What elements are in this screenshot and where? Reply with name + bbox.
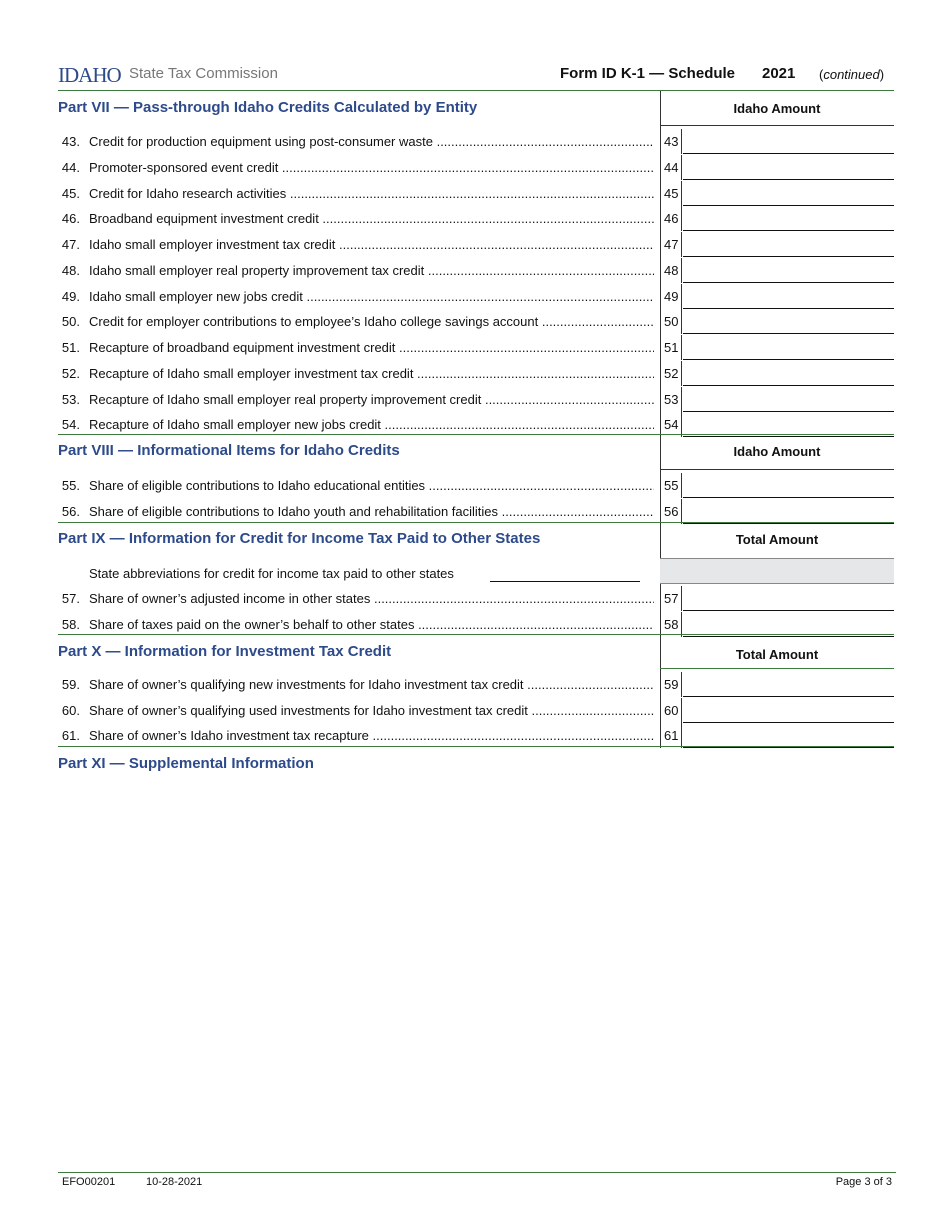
page-number: Page 3 of 3: [835, 1176, 892, 1188]
form-line-52: [58, 361, 894, 386]
line-description: Share of owner’s Idaho investment tax recapture .....: [89, 728, 654, 743]
part10-bottom-rule: [58, 746, 894, 747]
amount-field-59[interactable]: [683, 672, 894, 697]
line-description: Credit for Idaho research activities .....: [89, 186, 654, 201]
amount-field-46[interactable]: [683, 206, 894, 231]
part11-title: Part XI — Supplemental Information: [58, 755, 314, 772]
form-code: EFO00201: [62, 1176, 116, 1188]
form-line-51: [58, 335, 894, 360]
part8-top-rule: [58, 434, 894, 435]
form-title: Form ID K-1 — Schedule: [560, 65, 736, 82]
state-abbreviations-label: State abbreviations for credit for income tax paid to other states: [89, 566, 454, 581]
line-box-number: 43: [660, 129, 682, 154]
amount-field-55[interactable]: [683, 473, 894, 498]
line-box-number: 51: [660, 335, 682, 360]
amount-field-47[interactable]: [683, 232, 894, 257]
line-description: Idaho small employer new jobs credit .....: [89, 289, 654, 304]
form-line-44: [58, 155, 894, 180]
part7-column-header: Idaho Amount: [733, 101, 821, 116]
idaho-logo: IDAHO: [58, 63, 121, 87]
amount-field-56[interactable]: [683, 499, 894, 524]
line-box-number: 60: [660, 698, 682, 723]
part7-top-rule: [58, 90, 894, 91]
line-box-number: 44: [660, 155, 682, 180]
form-line-53: [58, 387, 894, 412]
line-number: 45.: [61, 185, 80, 201]
line-box-number: 55: [660, 473, 682, 498]
line-box-number: 47: [660, 232, 682, 257]
line-box-number: 59: [660, 672, 682, 697]
line-description: Share of owner’s qualifying used investments for Idaho investment tax credit .....: [89, 703, 654, 718]
line-number: 57.: [61, 591, 80, 606]
line-number: 48.: [61, 262, 80, 278]
amount-field-57[interactable]: [683, 586, 894, 611]
line-number: 50.: [61, 314, 80, 330]
line-number: 44.: [61, 159, 80, 175]
part9-top-rule: [58, 522, 894, 523]
form-line-56: [58, 499, 894, 524]
line-box-number: 57: [660, 586, 682, 611]
form-line-45: [58, 181, 894, 206]
amount-field-60[interactable]: [683, 698, 894, 723]
line-number: 51.: [61, 340, 80, 355]
amount-field-52[interactable]: [683, 361, 894, 386]
line-description: Recapture of Idaho small employer new jobs credit .....: [89, 417, 654, 432]
amount-field-43[interactable]: [683, 129, 894, 154]
state-abbreviations-input[interactable]: [490, 581, 640, 582]
line-description: Promoter-sponsored event credit .....: [89, 160, 654, 175]
line-description: Broadband equipment investment credit .....: [89, 211, 654, 226]
form-line-48: [58, 258, 894, 283]
line-box-number: 45: [660, 181, 682, 206]
line-description: Share of owner’s qualifying new investments for Idaho investment tax credit .....: [89, 677, 654, 692]
line-description: Recapture of Idaho small employer investment tax credit .....: [89, 366, 654, 381]
line-box-number: 49: [660, 284, 682, 309]
line-number: 59.: [61, 677, 80, 692]
part8-title: Part VIII — Informational Items for Idaho Credits: [58, 442, 400, 459]
line-number: 52.: [61, 365, 80, 381]
part10-title: Part X — Information for Investment Tax Credit: [58, 643, 392, 660]
part7-title: Part VII — Pass-through Idaho Credits Calculated by Entity: [58, 99, 478, 116]
part10-top-rule: [58, 634, 894, 635]
line-description: Recapture of broadband equipment investment credit .....: [89, 340, 654, 355]
form-line-58: [58, 612, 894, 637]
line-description: Share of eligible contributions to Idaho youth and rehabilitation facilities .....: [89, 504, 654, 519]
footer-rule: [58, 1172, 896, 1173]
line-box-number: 48: [660, 258, 682, 283]
form-line-59: [58, 672, 894, 697]
form-line-46: [58, 206, 894, 231]
form-line-43: [58, 129, 894, 154]
form-line-47: [58, 232, 894, 257]
part10-column-header: Total Amount: [735, 647, 819, 662]
line-description: Share of taxes paid on the owner’s behalf to other states .....: [89, 617, 654, 632]
line-number: 56.: [61, 503, 80, 519]
line-description: Credit for employer contributions to employee’s Idaho college savings account .....: [89, 314, 654, 329]
page-header: [58, 60, 894, 90]
amount-field-51[interactable]: [683, 335, 894, 360]
amount-field-61[interactable]: [683, 723, 894, 748]
line-description: Recapture of Idaho small employer real property improvement credit .....: [89, 392, 654, 407]
amount-field-44[interactable]: [683, 155, 894, 180]
line-box-number: 53: [660, 387, 682, 412]
line-box-number: 61: [660, 723, 682, 748]
line-number: 58.: [61, 616, 80, 632]
part7-header-rule: [660, 125, 894, 126]
line-number: 53.: [61, 391, 80, 407]
form-line-50: [58, 309, 894, 334]
line-box-number: 56: [660, 499, 682, 524]
amount-field-58[interactable]: [683, 612, 894, 637]
amount-field-45[interactable]: [683, 181, 894, 206]
agency-name: State Tax Commission: [129, 65, 278, 82]
line-number: 47.: [61, 237, 80, 252]
line-box-number: 52: [660, 361, 682, 386]
line-description: Share of eligible contributions to Idaho educational entities .....: [89, 478, 654, 493]
form-year: 2021: [762, 65, 796, 82]
continued-label: (continued): [819, 67, 885, 82]
line-number: 49.: [61, 288, 80, 304]
line-description: Idaho small employer real property improvement tax credit .....: [89, 263, 654, 278]
line-number: 46.: [61, 211, 80, 227]
form-line-55: [58, 473, 894, 498]
form-line-57: [58, 586, 894, 611]
amount-field-53[interactable]: [683, 387, 894, 412]
line-box-number: 58: [660, 612, 682, 637]
amount-field-48[interactable]: [683, 258, 894, 283]
line-description: Idaho small employer investment tax credit .....: [89, 237, 654, 252]
line-number: 43.: [61, 134, 80, 149]
revision-date: 10-28-2021: [146, 1176, 203, 1188]
line-description: Credit for production equipment using post-consumer waste .....: [89, 134, 654, 149]
form-line-60: [58, 698, 894, 723]
form-line-49: [58, 284, 894, 309]
part9-column-header: Total Amount: [735, 532, 819, 547]
line-box-number: 54: [660, 412, 682, 437]
amount-field-50[interactable]: [683, 309, 894, 334]
line-number: 54.: [61, 417, 80, 433]
line-description: Share of owner’s adjusted income in other states .....: [89, 591, 654, 606]
part10-header-rule: [660, 668, 894, 669]
line-number: 61.: [61, 728, 80, 743]
line-box-number: 50: [660, 309, 682, 334]
line-box-number: 46: [660, 206, 682, 231]
part8-column-header: Idaho Amount: [733, 444, 821, 459]
amount-field-49[interactable]: [683, 284, 894, 309]
form-line-61: [58, 723, 894, 748]
part8-header-rule: [660, 469, 894, 470]
line-number: 55.: [61, 478, 80, 493]
part9-title: Part IX — Information for Credit for Income Tax Paid to Other States: [58, 530, 541, 547]
line-number: 60.: [61, 702, 80, 718]
state-abbreviations-row: [58, 560, 894, 584]
